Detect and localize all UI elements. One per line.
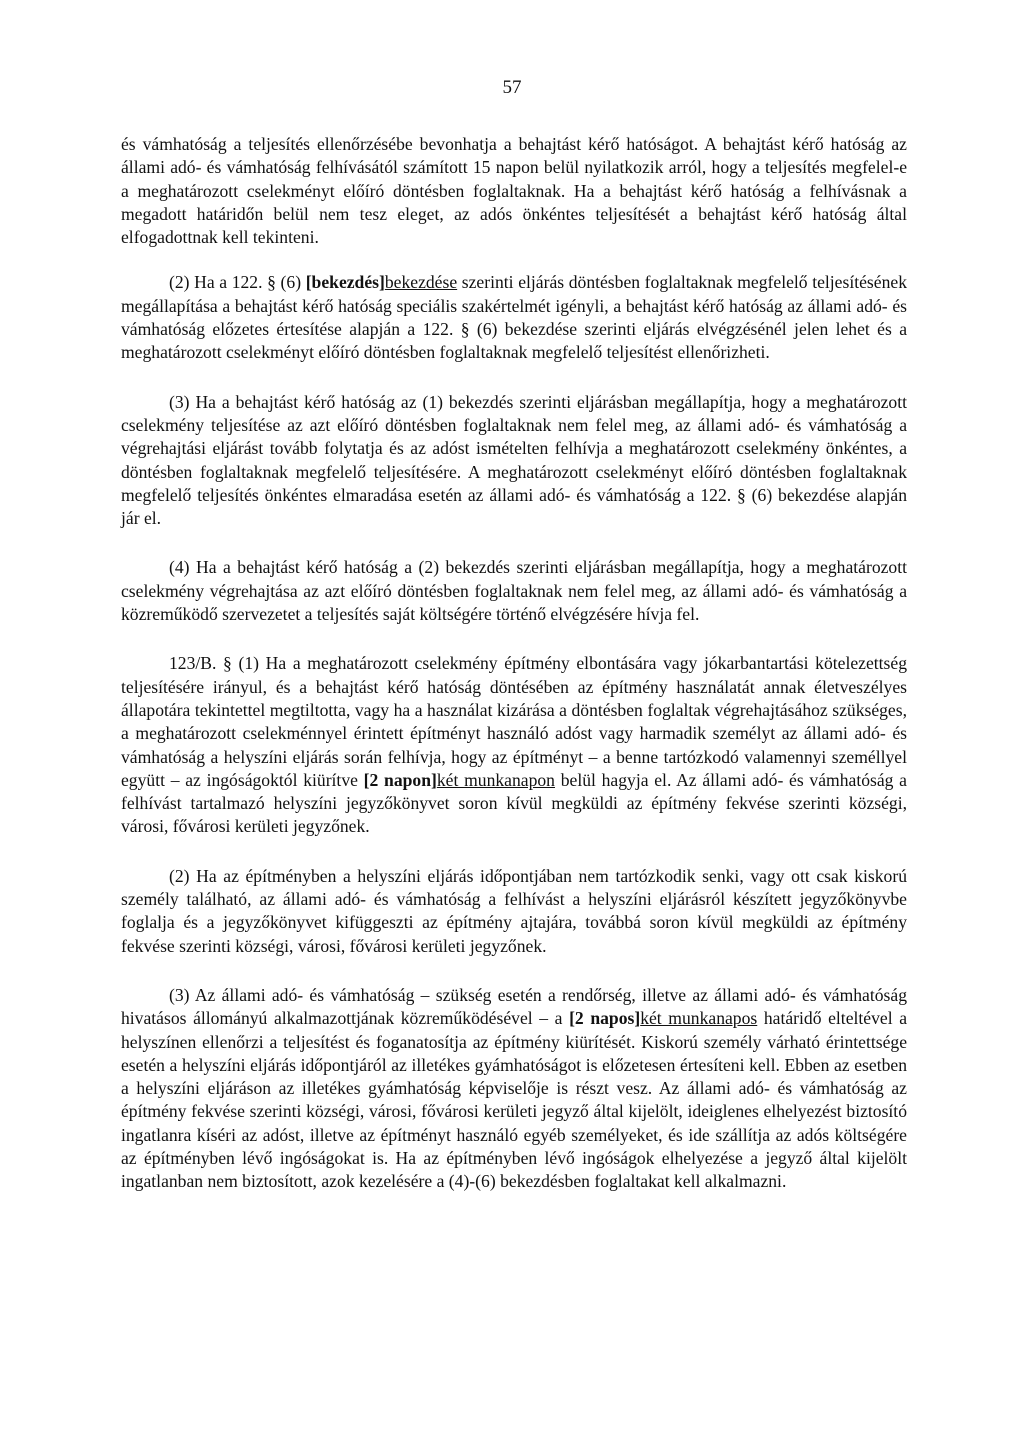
inserted-text-ket-munkanapon: két munkanapon [436,769,555,790]
paragraph-2 [121,271,907,364]
paragraph-4: (4) Ha a behajtást kérő hatóság a (2) bekezdés szerinti eljárásban megállapítja, hogy a meghatározott cselekmény végrehajtása az azt előíró döntésben foglaltaknak nem felel meg, az állami adó- és vámhatóság a közreműködő szervezetet a teljesítés saját költségére történő elvégzésére hívja fel. [121,557,907,625]
document-body [121,133,907,1194]
section-123b-text-after: belül hagyja el. Az állami adó- és vámhatóság a felhívást tartalmazó helyszíni jegyzőkönyvet soron kívül megküldi az építmény fekvése szerinti községi, városi, fővárosi kerületi jegyzőnek. [121,769,907,837]
section-123b-paragraph-3 [121,984,907,1194]
paragraph-3: (3) Ha a behajtást kérő hatóság az (1) bekezdés szerinti eljárásban megállapítja, hogy a meghatározott cselekmény teljesítése az azt előíró döntésben foglaltaknak nem felel meg, az állami adó- és vámhatóság a végrehajtási eljárást tovább folytatja és az adóst ismételten felhívja a meghatározott cselekmény önkéntes, a döntésben foglaltaknak megfelelő teljesítésére. A meghatározott cselekményt előíró döntésben foglaltaknak megfelelő teljesítés önkéntes elmaradása esetén az állami adó- és vámhatóság a 122. § (6) bekezdése alapján jár el. [121,391,907,529]
inserted-text-ket-munkanapos: két munkanapos [640,1008,758,1029]
page-number: 57 [502,77,522,98]
deleted-text-bekezdes: [bekezdés] [305,272,385,293]
section-123b-p3-text-after: határidő elteltével a helyszínen ellenőrzi a teljesítést és foganatosítja az építmény kiürítését. Kiskorú személy várható érintettsége esetén a helyszíni eljárás időpontjáról az illetékes gyámhatóságot is előzetesen értesíteni kell. Ebben az esetben a helyszíni eljáráson az illetékes gyámhatóság képviselője is részt vesz. Az állami adó- és vámhatóság az építmény fekvése szerinti községi, városi, fővárosi kerületi jegyző által kijelölt, ideiglenes elhelyezést biztosító ingatlanra kíséri az adóst, illetve az építményt használó egyéb személyeket, és ide szállítja az adós költségére az építményben lévő ingóságokat is. Ha az építményben lévő ingóságok elhelyezése a jegyző által kijelölt ingatlanban nem biztosított, azok kezelésére a (4)-(6) bekezdésben foglaltakat kell alkalmazni. [121,1008,907,1192]
paragraph-continuation: és vámhatóság a teljesítés ellenőrzésébe bevonhatja a behajtást kérő hatóságot. A behajtást kérő hatóság az állami adó- és vámhatóság felhívásától számított 15 napon belül nyilatkozik arról, hogy a teljesítés megfelel-e a meghatározott cselekményt előíró döntésben foglaltaknak. Ha a behajtást kérő hatóság a felhívásnak a megadott határidőn belül nem tesz eleget, az adós önkéntes teljesítését a behajtást kérő hatóság által elfogadottnak kell tekinteni. [121,134,907,248]
paragraph-2-text-after: szerinti eljárás döntésben foglaltaknak megfelelő teljesítésének megállapítása a behajtást kérő hatóság speciális szakértelmét igényli, a behajtást kérő hatóság az állami adó- és vámhatóság előzetes értesítése alapján a 122. § (6) bekezdése szerinti eljárás elvégzésénél jelen lehet és a meghatározott cselekményt előíró döntésben foglaltaknak megfelelő teljesítést ellenőrizheti. [121,272,907,363]
section-123b-paragraph-1 [121,652,907,838]
paragraph-2-text-before: (2) Ha a 122. § (6) [169,272,306,293]
deleted-text-2-napos: [2 napos] [569,1008,641,1029]
section-123b-text-before: 123/B. § (1) Ha a meghatározott cselekmény építmény elbontására vagy jókarbantartási kötelezettség teljesítésére irányul, és a behajtást kérő hatóság döntésében az építmény használatát annak életveszélyes állapotára tekintettel megtiltotta, vagy ha a használat kizárása a döntésben foglaltak végrehajtásához szükséges, a meghatározott cselekménnyel érintett építményt használó adóst vagy harmadik személyt az állami adó- és vámhatóság a helyszíni eljárás során felhívja, hogy az építményt – a benne tartózkodó valamennyi személlyel együtt – az ingóságoktól kiürítve [121,653,907,790]
inserted-text-bekezdese: bekezdése [384,272,458,293]
section-123b-p3-text-before: (3) Az állami adó- és vámhatóság – szükség esetén a rendőrség, illetve az állami adó- és vámhatóság hivatásos állományú alkalmazottjának közreműködésével – a [121,984,907,1029]
deleted-text-2-napon: [2 napon] [363,769,437,790]
section-123b-paragraph-2: (2) Ha az építményben a helyszíni eljárás időpontjában nem tartózkodik senki, vagy ott csak kiskorú személy található, az állami adó- és vámhatóság a felhívást a helyszíni eljárásról készített jegyzőkönyvbe foglalja és a jegyzőkönyvet kifüggeszti az építmény ajtajára, továbbá soron kívül megküldi az építmény fekvése szerinti községi, városi, fővárosi kerületi jegyzőnek. [121,865,907,956]
